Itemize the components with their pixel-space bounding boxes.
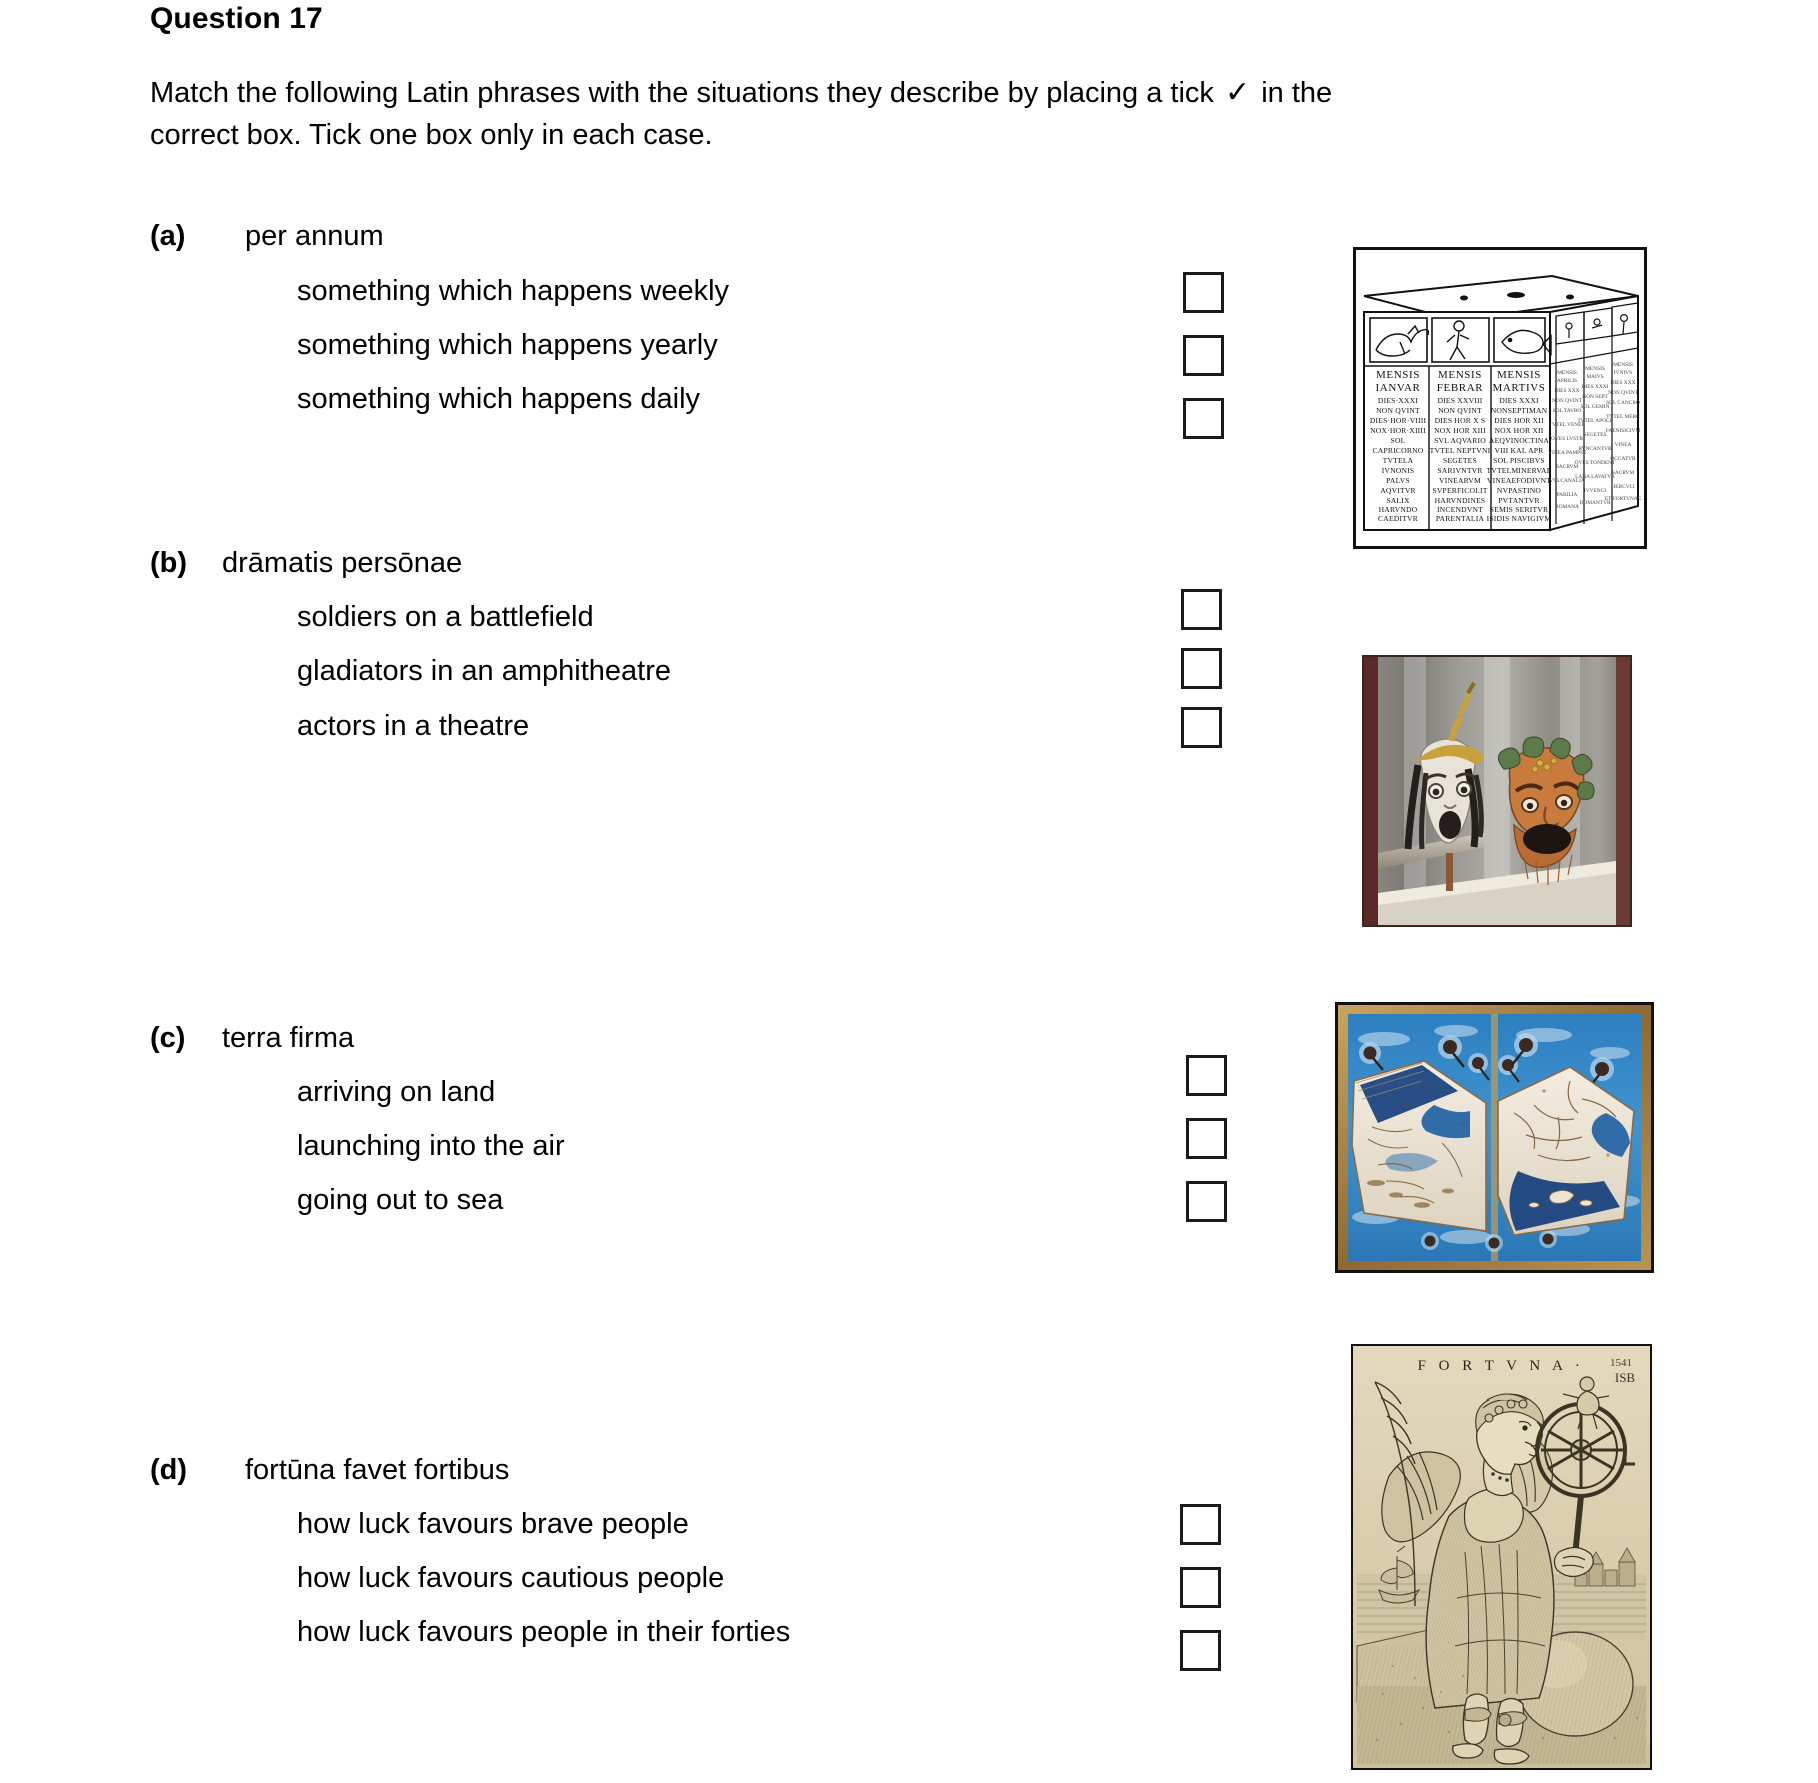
svg-text:NON SEPT: NON SEPT (1582, 394, 1608, 400)
svg-text:FEBRAR: FEBRAR (1436, 382, 1484, 394)
svg-text:MENSIS: MENSIS (1613, 362, 1633, 368)
part-phrase-c: terra firma (222, 1022, 355, 1054)
tick-icon: ✓ (1224, 76, 1251, 109)
svg-text:MENSIS: MENSIS (1438, 369, 1482, 381)
image-roman-calendar-cube (1353, 247, 1647, 549)
checkbox-b-3[interactable] (1181, 707, 1222, 748)
svg-text:DOMANTVR: DOMANTVR (1579, 500, 1611, 506)
svg-text:SOL GEMIN: SOL GEMIN (1580, 404, 1610, 410)
svg-text:MARTIVS: MARTIVS (1492, 382, 1546, 394)
svg-text:SEGETES: SEGETES (1583, 432, 1607, 438)
svg-text:FAENISICIVM: FAENISICIVM (1605, 428, 1641, 434)
svg-text:ISIDIS NAVIGIVM: ISIDIS NAVIGIVM (1486, 514, 1552, 523)
svg-text:NON QVINT: NON QVINT (1552, 398, 1582, 404)
svg-text:MENSIS: MENSIS (1376, 369, 1420, 381)
part-label-c: (c) (150, 1022, 186, 1054)
svg-text:HARVNDO: HARVNDO (1378, 505, 1418, 514)
svg-text:MAIVS: MAIVS (1586, 374, 1604, 380)
part-phrase-d: fortūna favet fortibus (245, 1454, 510, 1486)
image-theatre-masks-fresco (1362, 655, 1632, 927)
svg-text:OVES TONDENT: OVES TONDENT (1574, 460, 1616, 466)
svg-text:VINEARVM: VINEARVM (1439, 476, 1481, 485)
svg-text:VINEA PAMPIN: VINEA PAMPIN (1548, 450, 1586, 456)
svg-text:NOX·HOR·XIIII: NOX·HOR·XIIII (1370, 426, 1426, 435)
part-phrase-b: drāmatis persōnae (222, 547, 463, 579)
part-phrase-a: per annum (245, 220, 384, 252)
svg-text:APRILIS: APRILIS (1556, 378, 1578, 384)
option-c-1: arriving on land (297, 1076, 496, 1108)
svg-text:TVTELMINERVAE: TVTELMINERVAE (1486, 466, 1552, 475)
svg-text:RVNCANTVR: RVNCANTVR (1578, 446, 1612, 452)
image-fortuna-engraving (1351, 1344, 1652, 1770)
svg-text:OVES LVSTR: OVES LVSTR (1550, 436, 1584, 442)
svg-text:NOX HOR XII: NOX HOR XII (1494, 426, 1544, 435)
svg-text:DIES HOR X S: DIES HOR X S (1434, 416, 1486, 425)
option-d-1: how luck favours brave people (297, 1508, 689, 1540)
svg-text:NON QVINT: NON QVINT (1608, 390, 1638, 396)
svg-text:OCCATVR: OCCATVR (1610, 456, 1636, 462)
svg-text:IVNONIS: IVNONIS (1381, 466, 1415, 475)
svg-text:SACRVM: SACRVM (1555, 464, 1579, 470)
checkbox-b-1[interactable] (1181, 589, 1222, 630)
svg-text:PARENTALIA: PARENTALIA (1435, 514, 1485, 523)
option-b-1: soldiers on a battlefield (297, 601, 594, 633)
svg-text:DIES XXX: DIES XXX (1610, 380, 1636, 386)
checkbox-d-2[interactable] (1180, 1567, 1221, 1608)
svg-text:SOL TAVRO: SOL TAVRO (1552, 408, 1582, 414)
svg-text:ROMANA: ROMANA (1555, 504, 1579, 510)
svg-text:NON QVINT: NON QVINT (1438, 406, 1482, 415)
svg-text:NONSEPTIMAN: NONSEPTIMAN (1490, 406, 1548, 415)
ptolemy-map-drawing (1338, 1005, 1651, 1270)
checkbox-c-1[interactable] (1186, 1055, 1227, 1096)
option-d-2: how luck favours cautious people (297, 1562, 725, 1594)
svg-text:SALIX: SALIX (1386, 496, 1410, 505)
checkbox-a-1[interactable] (1183, 272, 1224, 313)
svg-text:SVPERFICOLIT: SVPERFICOLIT (1432, 486, 1488, 495)
option-a-2: something which happens yearly (297, 329, 718, 361)
svg-text:MENSIS: MENSIS (1557, 370, 1577, 376)
engraving-monogram: ISB (1614, 1370, 1636, 1385)
svg-text:SARIVNTVR: SARIVNTVR (1437, 466, 1483, 475)
svg-text:IANVAR: IANVAR (1375, 382, 1421, 394)
svg-text:DIES XXX: DIES XXX (1554, 388, 1580, 394)
svg-text:VINEAEFODIVNT: VINEAEFODIVNT (1486, 476, 1552, 485)
svg-text:INCENDVNT: INCENDVNT (1436, 505, 1484, 514)
svg-text:CAEDITVR: CAEDITVR (1378, 514, 1418, 523)
checkbox-a-2[interactable] (1183, 335, 1224, 376)
svg-text:SEGETES: SEGETES (1443, 456, 1477, 465)
svg-text:LANA LAVATVR: LANA LAVATVR (1575, 474, 1615, 480)
svg-text:NON QVINT: NON QVINT (1376, 406, 1420, 415)
option-c-3: going out to sea (297, 1184, 504, 1216)
svg-text:MENSIS: MENSIS (1585, 366, 1605, 372)
part-label-a: (a) (150, 220, 186, 252)
checkbox-d-1[interactable] (1180, 1504, 1221, 1545)
svg-text:TVTEL NEPTVNI: TVTEL NEPTVNI (1429, 446, 1491, 455)
option-a-3: something which happens daily (297, 383, 701, 415)
svg-text:VVLCANALIA: VVLCANALIA (1549, 478, 1585, 484)
svg-text:TVTEL APOLL: TVTEL APOLL (1577, 418, 1613, 424)
svg-text:CAPRICORNO: CAPRICORNO (1372, 446, 1424, 455)
theatre-masks-drawing (1364, 657, 1630, 925)
engraving-title: F O R T V N A · (1417, 1358, 1585, 1374)
svg-text:VINEA: VINEA (1614, 442, 1632, 448)
image-ptolemy-world-map (1335, 1002, 1654, 1273)
svg-text:IVNIVS: IVNIVS (1613, 370, 1633, 376)
svg-text:DIES·XXXI: DIES·XXXI (1377, 396, 1419, 405)
checkbox-a-3[interactable] (1183, 398, 1224, 439)
svg-text:HERCVLI: HERCVLI (1611, 484, 1635, 490)
svg-text:IVVENCI: IVVENCI (1583, 488, 1607, 494)
instructions-text (150, 72, 1390, 156)
svg-text:PALVS: PALVS (1386, 476, 1410, 485)
svg-text:VIII KAL APR: VIII KAL APR (1494, 446, 1544, 455)
svg-text:SOL CANCRO: SOL CANCRO (1606, 400, 1640, 406)
part-label-b: (b) (150, 547, 188, 579)
svg-text:DIES XXXI: DIES XXXI (1581, 384, 1609, 390)
svg-text:PVTANTVR: PVTANTVR (1498, 496, 1540, 505)
checkbox-d-3[interactable] (1180, 1630, 1221, 1671)
svg-text:ET FORTVNAE: ET FORTVNAE (1604, 496, 1642, 502)
instructions-part-2: in the correct box. Tick one box only in each case. (150, 77, 1333, 151)
svg-text:TVTELA: TVTELA (1382, 456, 1414, 465)
option-a-1: something which happens weekly (297, 275, 730, 307)
instructions-part-1: Match the following Latin phrases with the situations they describe by placing a tick (150, 77, 1214, 109)
roman-calendar-drawing (1356, 250, 1644, 546)
svg-text:SACRVM: SACRVM (1611, 470, 1635, 476)
option-b-3: actors in a theatre (297, 710, 530, 742)
svg-text:TVTEL MERC: TVTEL MERC (1606, 414, 1640, 420)
checkbox-b-2[interactable] (1181, 648, 1222, 689)
option-c-2: launching into the air (297, 1130, 565, 1162)
svg-text:TVTEL VENER: TVTEL VENER (1548, 422, 1586, 428)
fortuna-engraving-drawing (1353, 1346, 1650, 1768)
svg-text:AEQVINOCTINA: AEQVINOCTINA (1488, 436, 1550, 445)
svg-text:PARILIA: PARILIA (1556, 492, 1578, 498)
engraving-date: 1541 (1610, 1357, 1632, 1369)
svg-text:NOX HOR XIII: NOX HOR XIII (1434, 426, 1486, 435)
svg-text:DIES XXXI: DIES XXXI (1499, 396, 1539, 405)
svg-text:AQVITVR: AQVITVR (1380, 486, 1416, 495)
option-b-2: gladiators in an amphitheatre (297, 655, 672, 687)
option-d-3: how luck favours people in their forties (297, 1616, 791, 1648)
checkbox-c-3[interactable] (1186, 1181, 1227, 1222)
part-label-d: (d) (150, 1454, 188, 1486)
page-title: Question 17 (150, 2, 323, 35)
svg-text:DIES XXVIII: DIES XXVIII (1437, 396, 1483, 405)
svg-text:MENSIS: MENSIS (1497, 369, 1541, 381)
svg-text:SEMIS SERITVR: SEMIS SERITVR (1489, 505, 1549, 514)
svg-text:DIES·HOR·VIIII: DIES·HOR·VIIII (1369, 416, 1427, 425)
svg-text:SOL: SOL (1390, 436, 1406, 445)
svg-text:SOL PISCIBVS: SOL PISCIBVS (1493, 456, 1545, 465)
svg-text:HARVNDINES: HARVNDINES (1434, 496, 1486, 505)
svg-text:DIES HOR XII: DIES HOR XII (1494, 416, 1544, 425)
checkbox-c-2[interactable] (1186, 1118, 1227, 1159)
svg-text:NVPASTINO: NVPASTINO (1496, 486, 1542, 495)
svg-text:SVL AQVARIO: SVL AQVARIO (1434, 436, 1486, 445)
